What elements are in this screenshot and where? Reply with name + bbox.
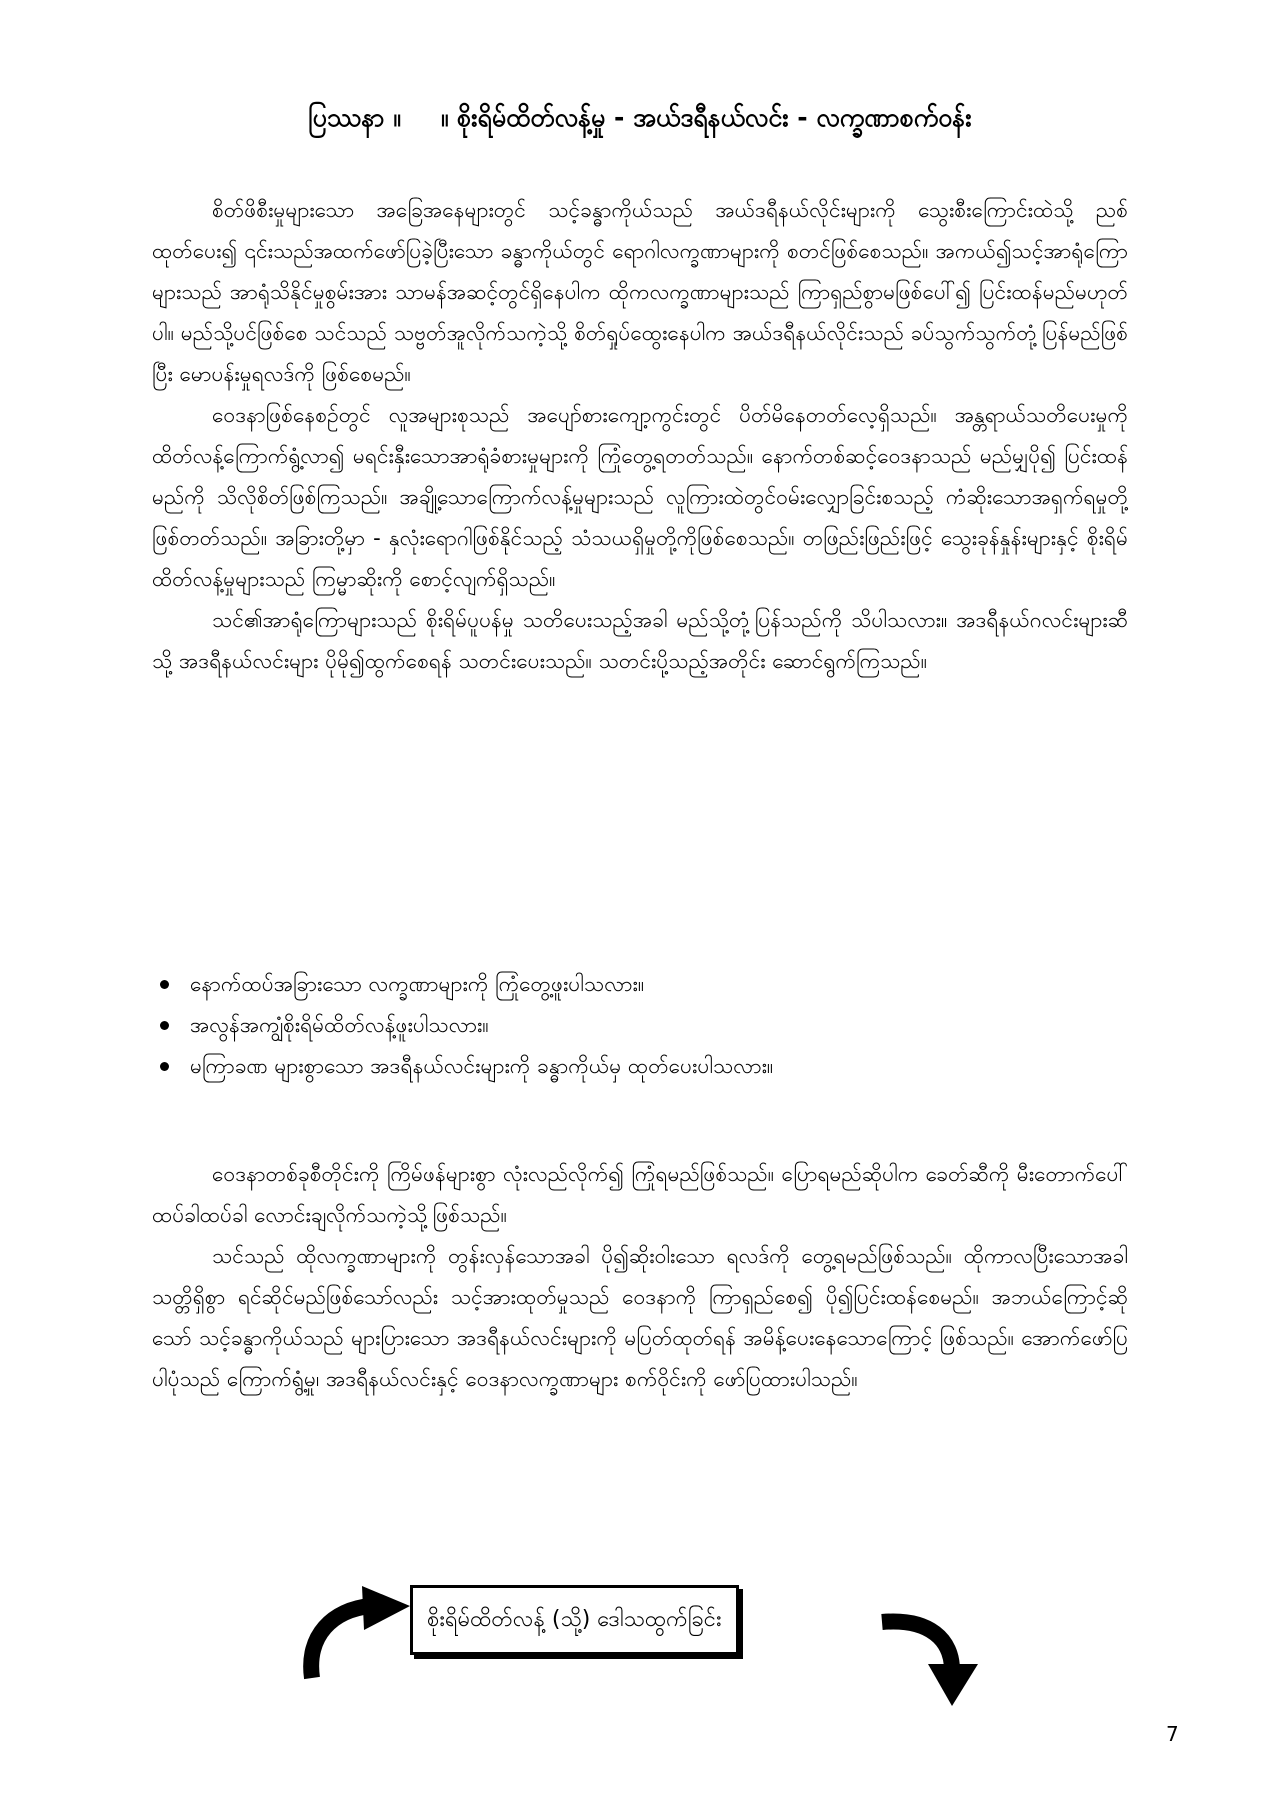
intro-text-block bbox=[152, 190, 1128, 682]
question-list-item bbox=[152, 1046, 1128, 1087]
question-list bbox=[152, 964, 1128, 1087]
bullet-icon bbox=[160, 1021, 169, 1030]
question-text: မကြာခဏ များစွာသော အဒရီနယ်လင်းများကို ခန္ဓာကိုယ်မှ ထုတ်ပေးပါသလား။ bbox=[190, 1054, 774, 1078]
cycle-box-panic bbox=[410, 1585, 739, 1655]
cycle-box-label: စိုးရိမ်ထိတ်လန့် (သို့) ဒေါသထွက်ခြင်း bbox=[427, 1607, 722, 1632]
question-list-item bbox=[152, 1005, 1128, 1046]
paragraph: သင်၏အာရုံကြောများသည် စိုးရိမ်ပူပန်မှု သတိပေးသည့်အခါ မည်သို့တုံ့ပြန်သည်ကို သိပါသလား။ အဒရီနယ်ဂလင်းများဆီသို့ အဒရီနယ်လင်းများ ပိုမို၍ထွက်စေရန် သတင်းပေးသည်။ သတင်းပို့သည့်အတိုင်း ဆောင်ရွက်ကြသည်။ bbox=[152, 608, 1128, 673]
paragraph: ဝေဒနာတစ်ခုစီတိုင်းကို ကြိမ်ဖန်များစွာ လုံးလည်လိုက်၍ ကြုံရမည်ဖြစ်သည်။ ပြောရမည်ဆိုပါက ခေတ်ဆီကို မီးတောက်ပေါ် ထပ်ခါထပ်ခါ လောင်းချလိုက်သကဲ့သို့ဖြစ်သည်။ bbox=[152, 1162, 1128, 1227]
heading-label: ပြဿနာ ။ bbox=[308, 103, 401, 132]
page-number: 7 bbox=[1166, 1722, 1179, 1746]
paragraph: သင်သည် ထိုလက္ခဏာများကို တွန်းလှန်သောအခါ ပို၍ဆိုးဝါးသော ရလဒ်ကို တွေ့ရမည်ဖြစ်သည်။ ထိုကာလပြီးသောအခါ သတ္တိရှိစွာ ရင်ဆိုင်မည်ဖြစ်သော်လည်း သင့်အားထုတ်မှုသည် ဝေဒနာကို ကြာရှည်စေ၍ ပို၍ပြင်းထန်စေမည်။ အဘယ်ကြောင့်ဆိုသော် သင့်ခန္ဓာကိုယ်သည် များပြားသော အဒရီနယ်လင်းများကို မပြတ်ထုတ်ရန် အမိန့်ပေးနေသောကြောင့် ဖြစ်သည်။ အောက်ဖော်ပြပါပုံသည် ကြောက်ရွံ့မှု၊ အဒရီနယ်လင်းနှင့် ဝေဒနာလက္ခဏာများ စက်ဝိုင်းကို ဖော်ပြထားပါသည်။ bbox=[152, 1244, 1128, 1391]
question-list-item bbox=[152, 964, 1128, 1005]
heading-title: ။ စိုးရိမ်ထိတ်လန့်မှု - အယ်ဒရီနယ်လင်း - လက္ခဏာစက်ဝန်း bbox=[440, 103, 972, 132]
paragraph: စိတ်ဖိစီးမှုများသော အခြေအနေများတွင် သင့်ခန္ဓာကိုယ်သည် အယ်ဒရီနယ်လိုင်းများကို သွေးစီးကြောင်းထဲသို့ ညစ်ထုတ်ပေး၍ ၎င်းသည်အထက်ဖော်ပြခဲ့ပြီးသော ခန္ဓာကိုယ်တွင် ရောဂါလက္ခဏာများကို စတင်ဖြစ်စေသည်။ အကယ်၍သင့်အာရုံကြောများသည် အာရုံသိနိုင်မှုစွမ်းအား သာမန်အဆင့်တွင်ရှိနေပါက ထိုကလက္ခဏာများသည် ကြာရှည်စွာမဖြစ်ပေါ်၍ ပြင်းထန်မည်မဟုတ်ပါ။ မည်သို့ပင်ဖြစ်စေ သင်သည် သဗ္ဗတ်အူလိုက်သကဲ့သို့ စိတ်ရှုပ်ထွေးနေပါက အယ်ဒရီနယ်လိုင်းသည် ခပ်သွက်သွက်တုံ့ပြန်မည်ဖြစ်ပြီး မောပန်းမှုရလဒ်ကို ဖြစ်စေမည်။ bbox=[152, 198, 1128, 386]
paragraph: ဝေဒနာဖြစ်နေစဉ်တွင် လူအများစုသည် အပျော်စားကျော့ကွင်းတွင် ပိတ်မိနေတတ်လေ့ရှိသည်။ အန္တရာယ်သတိပေးမှုကို ထိတ်လန့်ကြောက်ရွံ့လာ၍ မရင်းနှီးသောအာရုံခံစားမှုများကို ကြုံတွေ့ရတတ်သည်။ နောက်တစ်ဆင့်ဝေဒနာသည် မည်မျှပို၍ ပြင်းထန်မည်ကို သိလိုစိတ်ဖြစ်ကြသည်။ အချို့သောကြောက်လန့်မှုများသည် လူကြားထဲတွင်ဝမ်းလျှောခြင်းစသည့် ကံဆိုးသောအရှက်ရမှုတို့ဖြစ်တတ်သည်။ အခြားတို့မှာ - နှလုံးရောဂါဖြစ်နိုင်သည့် သံသယရှိမှုတို့ကိုဖြစ်စေသည်။ တဖြည်းဖြည်းဖြင့် သွေးခုန်နှုန်းများနှင့် စိုးရိမ်ထိတ်လန့်မှုများသည် ကြမ္မာဆိုးကို စောင့်လျက်ရှိသည်။ bbox=[152, 403, 1128, 591]
question-text: အလွန်အကျွံစိုးရိမ်ထိတ်လန့်ဖူးပါသလား။ bbox=[190, 1013, 489, 1037]
bullet-icon bbox=[160, 980, 169, 989]
curved-arrow-up-icon bbox=[298, 1580, 413, 1680]
page-heading bbox=[0, 96, 1280, 140]
question-text: နောက်ထပ်အခြားသော လက္ခဏာများကို ကြုံတွေ့ဖူးပါသလား။ bbox=[190, 972, 645, 996]
bullet-icon bbox=[160, 1062, 169, 1071]
explanation-text-block bbox=[152, 1154, 1128, 1400]
curved-arrow-down-icon bbox=[880, 1600, 990, 1710]
